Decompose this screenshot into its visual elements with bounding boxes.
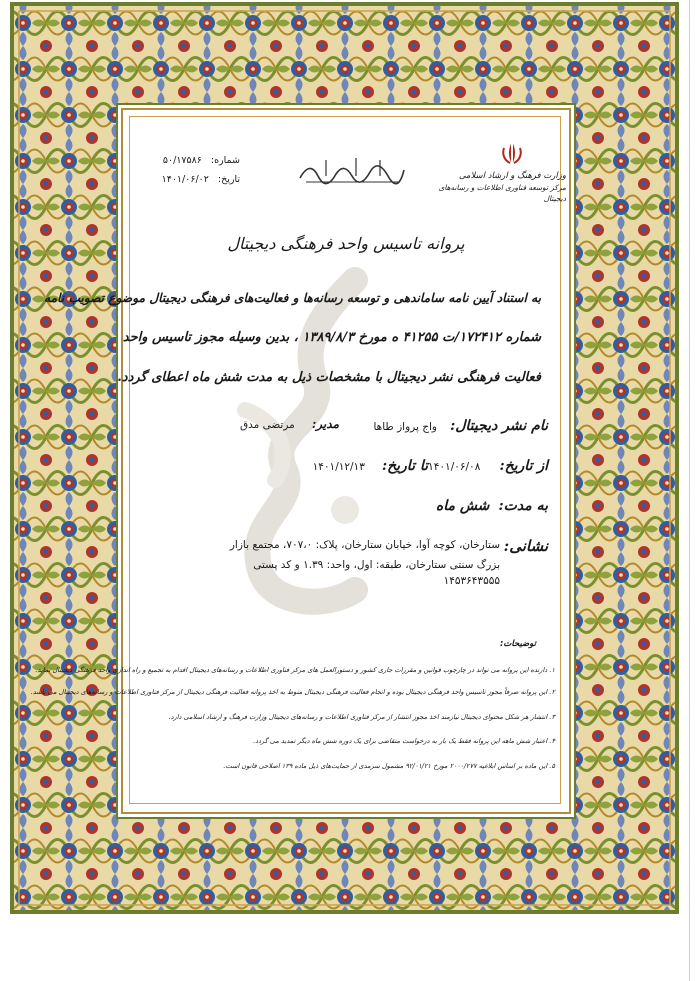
note-item-4: ۴. اعتبار شش ماهه این پروانه فقط یک بار به درخواست متقاضی برای یک دوره شش ماه دیگر تمدید می گردد. xyxy=(253,737,555,745)
paragraph-line-3: فعالیت فرهنگی نشر دیجیتال با مشخصات ذیل به مدت شش ماه اعطای گردد. xyxy=(117,370,541,385)
address-label: نشانی: xyxy=(503,537,548,555)
publisher-value: واج پرواز طاها xyxy=(373,421,437,433)
ministry-heading xyxy=(426,171,566,204)
note-item-2: ۲. این پروانه صرفاً مجوز تاسیس واحد فرهنگی دیجیتال بوده و انجام فعالیت فرهنگی دیجیتال منوط به اخذ پروانه فعالیت فرهنگی دیجیتال از مرکز فناوری اطلاعات و رسانه‌های دیجیتال می باشد. xyxy=(30,688,555,696)
number-value: ۵۰/۱۷۵۸۶ xyxy=(162,155,202,166)
duration-label: به مدت: xyxy=(498,498,548,514)
paragraph-line-2: شماره ۱۷۲۴۱۲/ت ۴۱۲۵۵ ه مورخ ۱۳۸۹/۸/۳ ، بدین وسیله مجوز تاسیس واحد xyxy=(122,330,541,345)
from-date-value: ۱۴۰۱/۰۶/۰۸ xyxy=(428,461,481,473)
publisher-label: نام نشر دیجیتال: xyxy=(450,418,548,434)
duration-value: شش ماه xyxy=(435,498,490,514)
to-date-label: تا تاریخ: xyxy=(381,458,428,474)
duration-row xyxy=(436,495,548,514)
publisher-row xyxy=(373,415,548,434)
from-date-label: از تاریخ: xyxy=(499,458,548,474)
center-name: مرکز توسعه فناوری اطلاعات و رسانه‌های دیجیتال xyxy=(438,183,566,203)
address-line-2: بزرگ سنتی ستارخان، طبقه: اول، واحد: ۱.۳۹ و کد پستی xyxy=(253,559,500,571)
from-date-row xyxy=(428,455,548,474)
note-item-3: ۳. انتشار هر شکل محتوای دیجیتال نیازمند اخذ مجوز انتشار از مرکز فناوری اطلاعات و رسانه‌های دیجیتال وزارت فرهنگ و ارشاد اسلامی دارد. xyxy=(168,713,555,721)
letter-date xyxy=(130,174,240,185)
postal-code: ۱۴۵۳۶۴۳۵۵۵ xyxy=(443,575,500,587)
license-title: پروانه تاسیس واحد فرهنگی دیجیتال xyxy=(227,234,465,253)
iran-emblem-icon xyxy=(500,140,524,166)
ministry-name: وزارت فرهنگ و ارشاد اسلامی xyxy=(458,171,566,181)
note-item-5: ۵. این ماده بر اساس ابلاغیه ۲۰۰۰/۲۷۷ مورخ ۹۲/۰۱/۲۱ مشمول سرمدی از حمایت‌های ذیل ماده ۱۳۹ اصلاحی قانون است. xyxy=(223,762,555,770)
to-date-value: ۱۴۰۱/۱۲/۱۳ xyxy=(312,461,365,473)
note-item-1: ۱. دارنده این پروانه می تواند در چارچوب قوانین و مقررات جاری کشور و دستورالعمل های مرکز فناوری اطلاعات و رسانه‌های دیجیتال اقدام به تجمیع و راه اندازی واحد فرهنگی دیجیتال نماید. xyxy=(35,666,555,674)
date-value: ۱۴۰۱/۰۶/۰۲ xyxy=(161,174,209,185)
basmala-calligraphy xyxy=(296,154,408,186)
notes-title: توضیحات: xyxy=(499,639,536,649)
address-row xyxy=(504,536,548,555)
manager-row xyxy=(240,413,339,432)
to-date-row xyxy=(313,455,428,474)
address-line-1: ستارخان، کوچه آوا، خیابان ستارخان، پلاک: ۷۰۷،۰، مجتمع بازار xyxy=(229,539,500,551)
manager-label: مدیر: xyxy=(311,417,339,431)
date-label: تاریخ: xyxy=(217,174,240,185)
paragraph-line-1: به استناد آیین نامه ساماندهی و توسعه رسانه‌ها و فعالیت‌های فرهنگی دیجیتال موضوع تصویب نامه xyxy=(44,291,541,305)
letter-number xyxy=(130,155,240,166)
manager-value: مرتضی مدق xyxy=(239,419,295,431)
number-label: شماره: xyxy=(210,155,240,166)
